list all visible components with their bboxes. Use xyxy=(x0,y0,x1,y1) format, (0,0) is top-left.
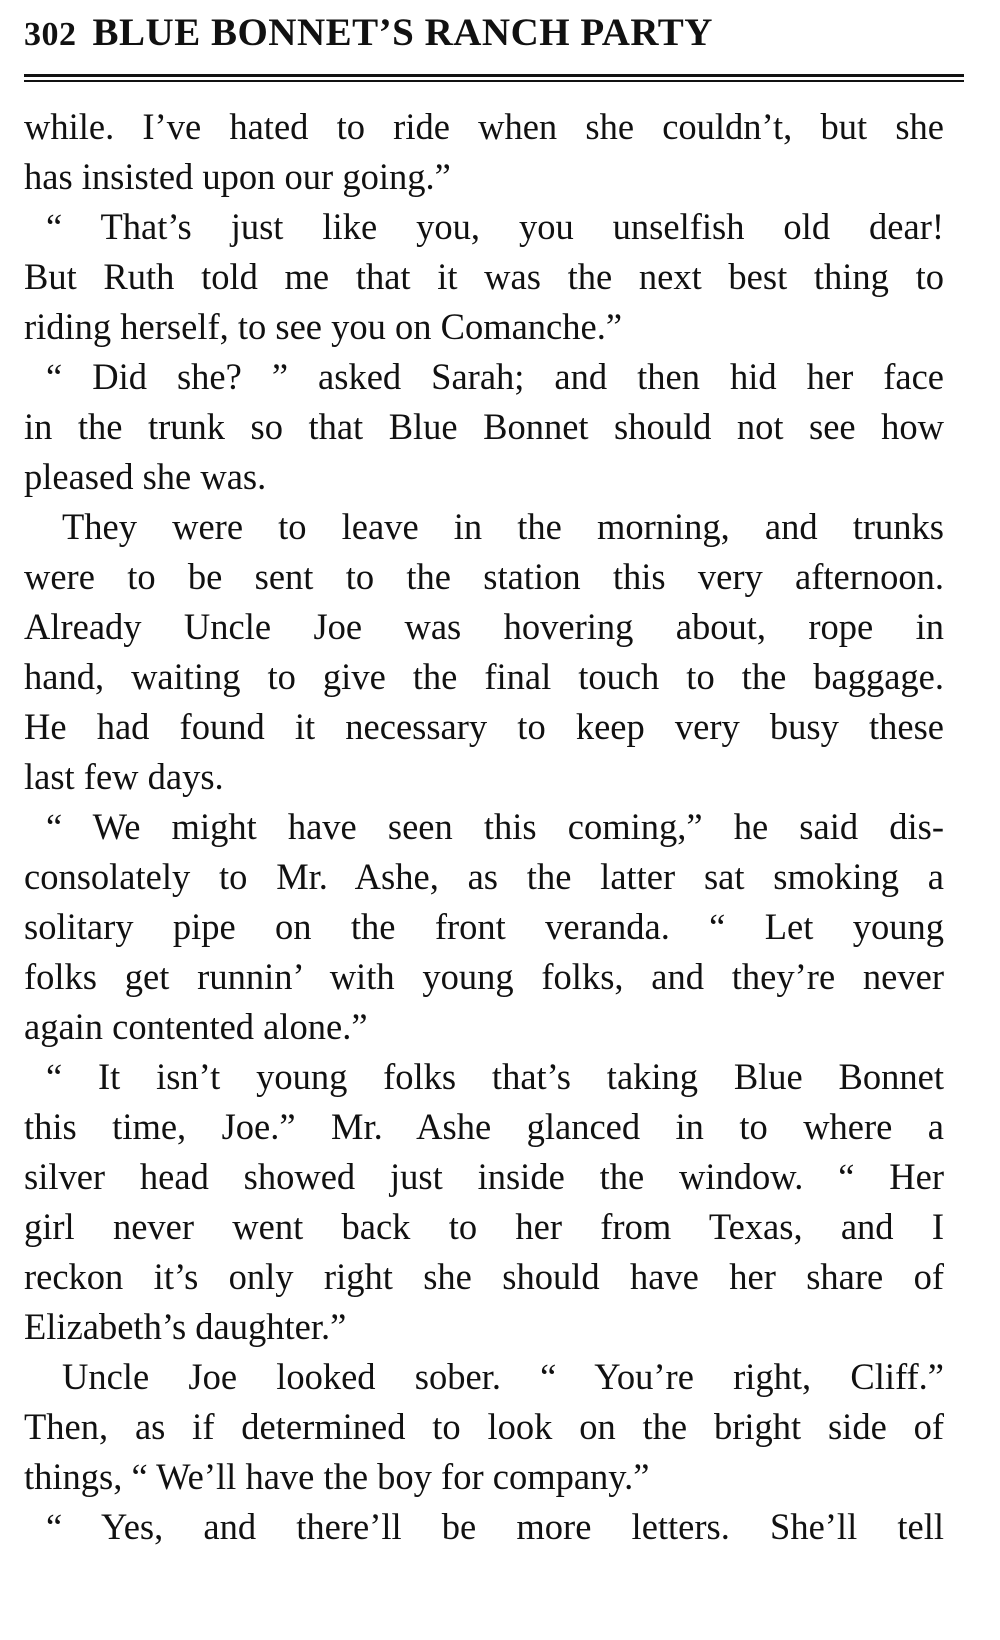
text-line: “ It isn’t young folks that’s taking Blue Bonnet xyxy=(46,1056,944,1097)
text-line: But Ruth told me that it was the next best thing to xyxy=(24,256,944,297)
text-line: girl never went back to her from Texas, and I xyxy=(24,1206,944,1247)
text-line: hand, waiting to give the final touch to the baggage. xyxy=(24,656,944,697)
text-line: riding herself, to see you on Comanche.” xyxy=(24,306,623,347)
text-line: “ Did she? ” asked Sarah; and then hid her face xyxy=(46,356,944,397)
running-header xyxy=(24,0,974,66)
text-line: has insisted upon our going.” xyxy=(24,156,451,197)
text-line: Already Uncle Joe was hovering about, rope in xyxy=(24,606,944,647)
text-line: “ We might have seen this coming,” he said dis- xyxy=(46,806,944,847)
text-line: consolately to Mr. Ashe, as the latter sat smoking a xyxy=(24,856,944,897)
text-line: while. I’ve hated to ride when she couldn’t, but she xyxy=(24,106,944,147)
text-line: He had found it necessary to keep very busy these xyxy=(24,706,944,747)
text-line: Then, as if determined to look on the bright side of xyxy=(24,1406,944,1447)
text-line: this time, Joe.” Mr. Ashe glanced in to where a xyxy=(24,1106,944,1147)
text-line: were to be sent to the station this very afternoon. xyxy=(24,556,944,597)
body-text xyxy=(24,102,944,1552)
text-line: solitary pipe on the front veranda. “ Let young xyxy=(24,906,944,947)
text-line: Elizabeth’s daughter.” xyxy=(24,1306,347,1347)
text-line: folks get runnin’ with young folks, and they’re never xyxy=(24,956,944,997)
text-line: Uncle Joe looked sober. “ You’re right, Cliff.” xyxy=(62,1356,944,1397)
page-number: 302 xyxy=(24,16,77,53)
running-title: BLUE BONNET’S RANCH PARTY xyxy=(92,11,713,54)
text-line: again contented alone.” xyxy=(24,1006,368,1047)
header-rule xyxy=(24,74,964,77)
text-line: reckon it’s only right she should have her share of xyxy=(24,1256,944,1297)
header-rule-thin xyxy=(24,80,964,82)
text-line: “ That’s just like you, you unselfish old dear! xyxy=(46,206,944,247)
text-line: last few days. xyxy=(24,756,224,797)
text-line: “ Yes, and there’ll be more letters. She’ll tell xyxy=(46,1506,944,1547)
book-page xyxy=(24,0,974,1640)
text-line: They were to leave in the morning, and trunks xyxy=(62,506,944,547)
text-line: in the trunk so that Blue Bonnet should not see how xyxy=(24,406,944,447)
text-line: silver head showed just inside the window. “ Her xyxy=(24,1156,944,1197)
text-line: things, “ We’ll have the boy for company.” xyxy=(24,1456,650,1497)
text-line: pleased she was. xyxy=(24,456,267,497)
